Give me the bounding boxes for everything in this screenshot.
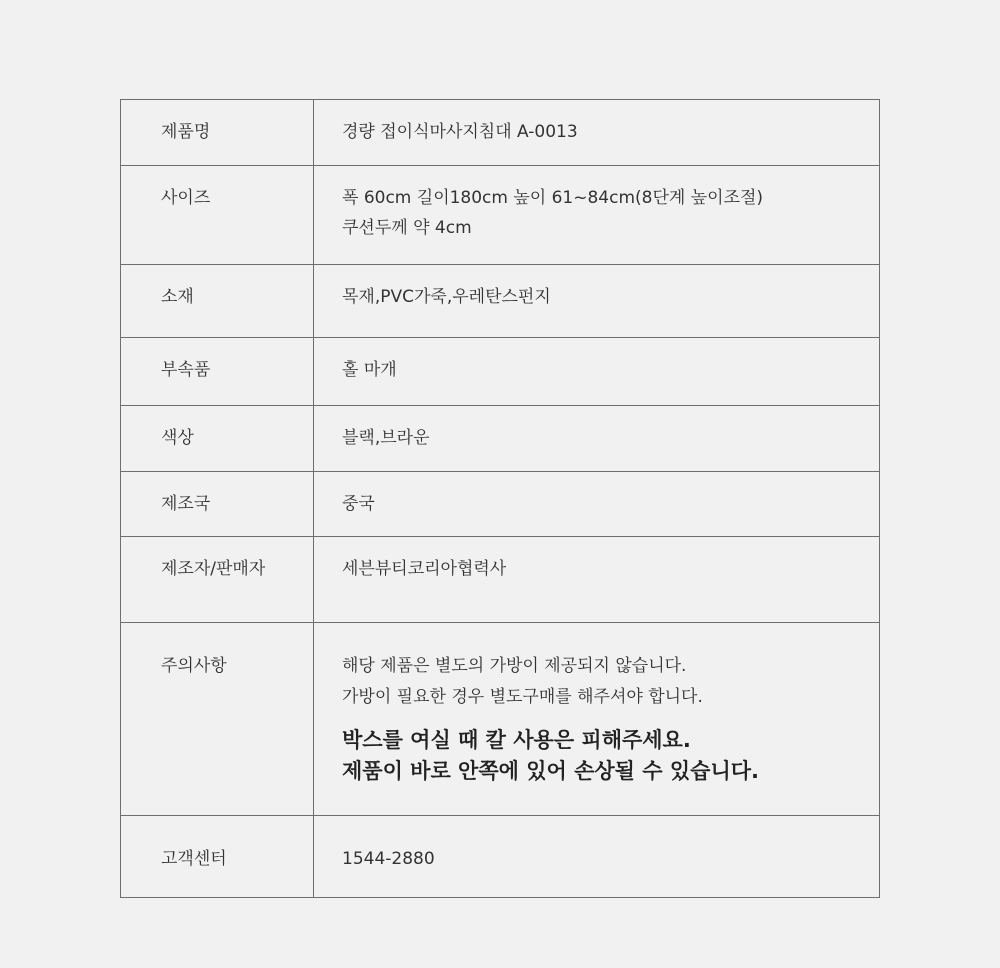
accessories-text: 홀 마개 bbox=[342, 360, 397, 380]
row-value-origin bbox=[314, 472, 880, 537]
row-label-material: 소재 bbox=[121, 265, 314, 338]
row-value-size bbox=[314, 166, 880, 265]
row-label-caution: 주의사항 bbox=[121, 623, 314, 816]
table-row bbox=[121, 100, 880, 166]
material-text: 목재,PVC가죽,우레탄스펀지 bbox=[342, 287, 551, 307]
row-label-accessories: 부속품 bbox=[121, 338, 314, 406]
row-label-product-name: 제품명 bbox=[121, 100, 314, 166]
row-value-color bbox=[314, 406, 880, 472]
row-label-color: 색상 bbox=[121, 406, 314, 472]
row-value-material bbox=[314, 265, 880, 338]
table-row bbox=[121, 623, 880, 816]
table-row bbox=[121, 537, 880, 623]
caution-line-2: 가방이 필요한 경우 별도구매를 해주셔야 합니다. bbox=[342, 687, 703, 707]
cushion-thickness-text: 쿠션두께 약 4cm bbox=[342, 218, 472, 238]
caution-line-1: 해당 제품은 별도의 가방이 제공되지 않습니다. bbox=[342, 656, 687, 676]
row-label-customer-center: 고객센터 bbox=[121, 816, 314, 898]
table-row bbox=[121, 166, 880, 265]
manufacturer-text: 세븐뷰티코리아협력사 bbox=[342, 559, 507, 579]
row-value-product-name bbox=[314, 100, 880, 166]
table-row bbox=[121, 472, 880, 537]
color-text: 블랙,브라운 bbox=[342, 428, 430, 448]
size-dimensions-text: 폭 60cm 길이180cm 높이 61~84cm(8단계 높이조절) bbox=[342, 188, 764, 208]
row-value-customer-center bbox=[314, 816, 880, 898]
product-info-table bbox=[120, 99, 880, 898]
table-row bbox=[121, 816, 880, 898]
row-value-caution bbox=[314, 623, 880, 816]
row-label-origin: 제조국 bbox=[121, 472, 314, 537]
row-label-manufacturer: 제조자/판매자 bbox=[121, 537, 314, 623]
row-label-size: 사이즈 bbox=[121, 166, 314, 265]
product-name-text: 경량 접이식마사지침대 A-0013 bbox=[342, 122, 578, 142]
row-value-manufacturer bbox=[314, 537, 880, 623]
customer-center-phone: 1544-2880 bbox=[342, 849, 435, 869]
caution-warning-1: 박스를 여실 때 칼 사용은 피해주세요. bbox=[342, 728, 691, 752]
origin-text: 중국 bbox=[342, 494, 375, 514]
row-value-accessories bbox=[314, 338, 880, 406]
caution-warning-2: 제품이 바로 안쪽에 있어 손상될 수 있습니다. bbox=[342, 759, 759, 783]
table-row bbox=[121, 338, 880, 406]
table-row bbox=[121, 406, 880, 472]
table-row bbox=[121, 265, 880, 338]
